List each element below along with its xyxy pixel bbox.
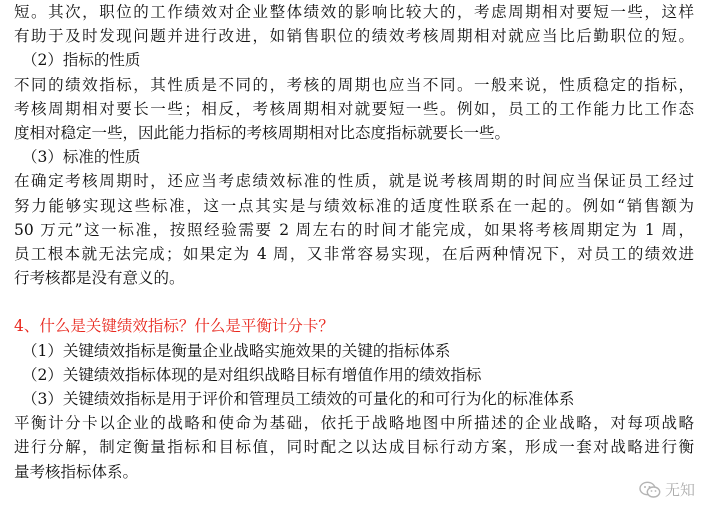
list-item: （2）关键绩效指标体现的是对组织战略目标有增值作用的绩效指标 xyxy=(22,365,482,384)
paragraph-line: 度相对稳定一些，因此能力指标的考核周期相对比态度指标就要长一些。 xyxy=(14,123,511,142)
section-heading: 4、什么是关键绩效指标？什么是平衡计分卡？ xyxy=(14,317,334,336)
paragraph-line: 努力能够实现这些标准，这一点其实是与绩效标准的适度性联系在一起的。例如“销售额为 xyxy=(14,196,694,215)
paragraph-line: 考核周期相对要长一些；相反，考核周期相对就要短一些。例如，员工的工作能力比工作态 xyxy=(14,99,694,118)
paragraph-line: 在确定考核周期时，还应当考虑绩效标准的性质，就是说考核周期的时间应当保证员工经过 xyxy=(14,172,694,191)
watermark xyxy=(639,479,695,500)
paragraph-line: 平衡计分卡以企业的战略和使命为基础，依托于战略地图中所描述的企业战略，对每项战略 xyxy=(14,414,694,433)
watermark-text: 无知 xyxy=(664,481,695,499)
paragraph-line: 行考核都是没有意义的。 xyxy=(14,269,185,288)
subheading: （3）标准的性质 xyxy=(22,148,141,167)
list-item: （3）关键绩效指标是用于评价和管理员工绩效的可量化的和可行为化的标准体系 xyxy=(22,390,575,408)
paragraph-line: 进行分解，制定衡量指标和目标值，同时配之以达成目标行动方案，形成一套对战略进行衡 xyxy=(14,438,694,457)
paragraph-line: 有助于及时发现问题并进行改进，如销售职位的绩效考核周期相对就应当比后勤职位的短。 xyxy=(14,27,694,46)
paragraph-line: 员工根本就无法完成；如果定为 4 周，又非常容易实现，在后两种情况下，对员工的绩效进 xyxy=(14,244,694,263)
paragraph-line: 量考核指标体系。 xyxy=(14,462,139,481)
paragraph-line: 50 万元”这一标准，按照经验需要 2 周左右的时间才能完成，如果将考核周期定为 1 周， xyxy=(14,220,694,239)
spacer xyxy=(14,290,694,314)
wechat-icon xyxy=(639,481,661,499)
subheading: （2）指标的性质 xyxy=(22,51,141,70)
document-body xyxy=(14,0,694,484)
paragraph-line: 不同的绩效指标，其性质是不同的，考核的周期也应当不同。一般来说，性质稳定的指标， xyxy=(14,75,694,94)
paragraph-line: 短。其次，职位的工作绩效对企业整体绩效的影响比较大的，考虑周期相对要短一些，这样 xyxy=(14,3,694,21)
list-item: （1）关键绩效指标是衡量企业战略实施效果的关键的指标体系 xyxy=(22,341,451,360)
